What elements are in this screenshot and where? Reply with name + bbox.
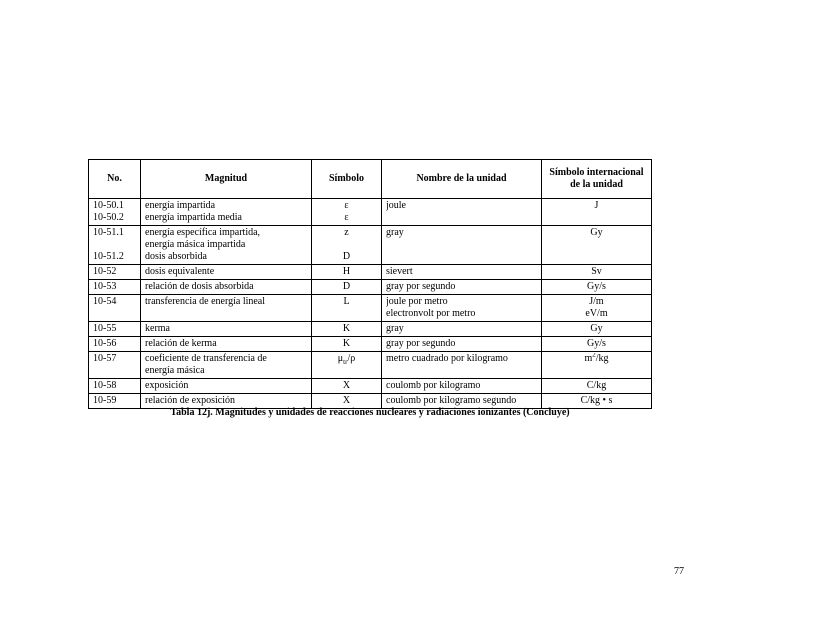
symbol-text	[316, 353, 377, 365]
unit-symbol-text: Gy	[590, 227, 603, 238]
units-table	[88, 159, 652, 409]
magnitud-text: dosis absorbida	[145, 251, 207, 262]
symbol-text: D	[342, 251, 351, 262]
header-simbolo-internacional: Símbolo internacional de la unidad	[542, 160, 652, 199]
unit-name-text: electronvolt por metro	[386, 308, 476, 319]
row-number	[93, 239, 136, 251]
unit-name-text: gray	[386, 227, 404, 238]
unit-symbol-text	[546, 353, 647, 365]
unit-name-text: sievert	[386, 266, 413, 277]
row-number: 10-54	[93, 296, 117, 307]
symbol-text: K	[342, 323, 351, 334]
symbol-subscript: tr	[343, 358, 348, 365]
table-row	[89, 337, 652, 352]
table-row	[89, 280, 652, 295]
magnitud-text: energía impartida	[145, 200, 216, 211]
unit-symbol-text: Sv	[591, 266, 602, 277]
magnitud-text: energía másica	[145, 365, 205, 376]
table-row	[89, 322, 652, 337]
row-number: 10-58	[93, 380, 117, 391]
magnitud-text: energía másica impartida	[145, 239, 246, 250]
magnitud-text: energía impartida media	[145, 212, 242, 223]
symbol-text	[316, 239, 377, 251]
symbol-text: K	[342, 338, 351, 349]
table-caption: Tabla 12j. Magnitudes y unidades de reacciones nucleares y radiaciones ionizantes (Concluye)	[170, 407, 570, 418]
unit-symbol-text: C/kg	[586, 380, 607, 391]
header-nombre-unidad: Nombre de la unidad	[382, 160, 542, 199]
table-header-row	[89, 160, 652, 199]
unit-name-text: gray	[386, 323, 404, 334]
unit-name-text: coulomb por kilogramo	[386, 380, 481, 391]
row-number: 10-56	[93, 338, 117, 349]
row-number: 10-59	[93, 395, 117, 406]
table-row	[89, 265, 652, 280]
unit-tail: /kg	[595, 353, 609, 364]
page-number: 77	[674, 566, 684, 577]
row-number: 10-55	[93, 323, 117, 334]
symbol-text: ε	[344, 212, 349, 223]
unit-name-text: coulomb por kilogramo segundo	[386, 395, 517, 406]
table-row	[89, 226, 652, 265]
symbol-tail: /ρ	[347, 353, 356, 364]
unit-symbol-text: J	[594, 200, 599, 211]
table-row	[89, 295, 652, 322]
unit-base: m	[584, 353, 593, 364]
unit-superscript: 2	[592, 353, 596, 359]
header-no: No.	[89, 160, 141, 199]
magnitud-text: kerma	[145, 323, 170, 334]
row-number: 10-51.1	[93, 227, 124, 238]
unit-symbol-text: Gy/s	[587, 338, 606, 349]
table-row	[89, 199, 652, 226]
symbol-text: D	[342, 281, 351, 292]
symbol-base: μ	[337, 353, 344, 364]
unit-symbol-text: J/m	[589, 296, 604, 307]
magnitud-text: relación de exposición	[145, 395, 235, 406]
unit-name-text: joule	[386, 200, 406, 211]
header-simbolo: Símbolo	[312, 160, 382, 199]
symbol-text: L	[343, 296, 350, 307]
magnitud-text: energía específica impartida,	[145, 227, 261, 238]
symbol-text: X	[342, 395, 351, 406]
row-number: 10-57	[93, 353, 117, 364]
row-number: 10-50.1	[93, 200, 124, 211]
header-magnitud: Magnitud	[141, 160, 312, 199]
magnitud-text: relación de dosis absorbida	[145, 281, 254, 292]
symbol-text: z	[344, 227, 349, 238]
magnitud-text: dosis equivalente	[145, 266, 215, 277]
magnitud-text: coeficiente de transferencia de	[145, 353, 267, 364]
table-row	[89, 352, 652, 379]
unit-symbol-text: C/kg • s	[580, 395, 613, 406]
row-number: 10-52	[93, 266, 117, 277]
row-number: 10-50.2	[93, 212, 124, 223]
symbol-text: ε	[344, 200, 349, 211]
symbol-text: H	[342, 266, 351, 277]
magnitud-text: exposición	[145, 380, 189, 391]
unit-symbol-text: Gy/s	[587, 281, 606, 292]
unit-name-text: joule por metro	[386, 296, 448, 307]
table-row	[89, 379, 652, 394]
unit-name-text: gray por segundo	[386, 338, 456, 349]
unit-name-text: gray por segundo	[386, 281, 456, 292]
magnitud-text: transferencia de energía lineal	[145, 296, 266, 307]
magnitud-text: relación de kerma	[145, 338, 217, 349]
symbol-text: X	[342, 380, 351, 391]
row-number: 10-51.2	[93, 251, 124, 262]
row-number: 10-53	[93, 281, 117, 292]
unit-symbol-text: Gy	[590, 323, 603, 334]
unit-name-text: metro cuadrado por kilogramo	[386, 353, 508, 364]
unit-symbol-text: eV/m	[585, 308, 608, 319]
